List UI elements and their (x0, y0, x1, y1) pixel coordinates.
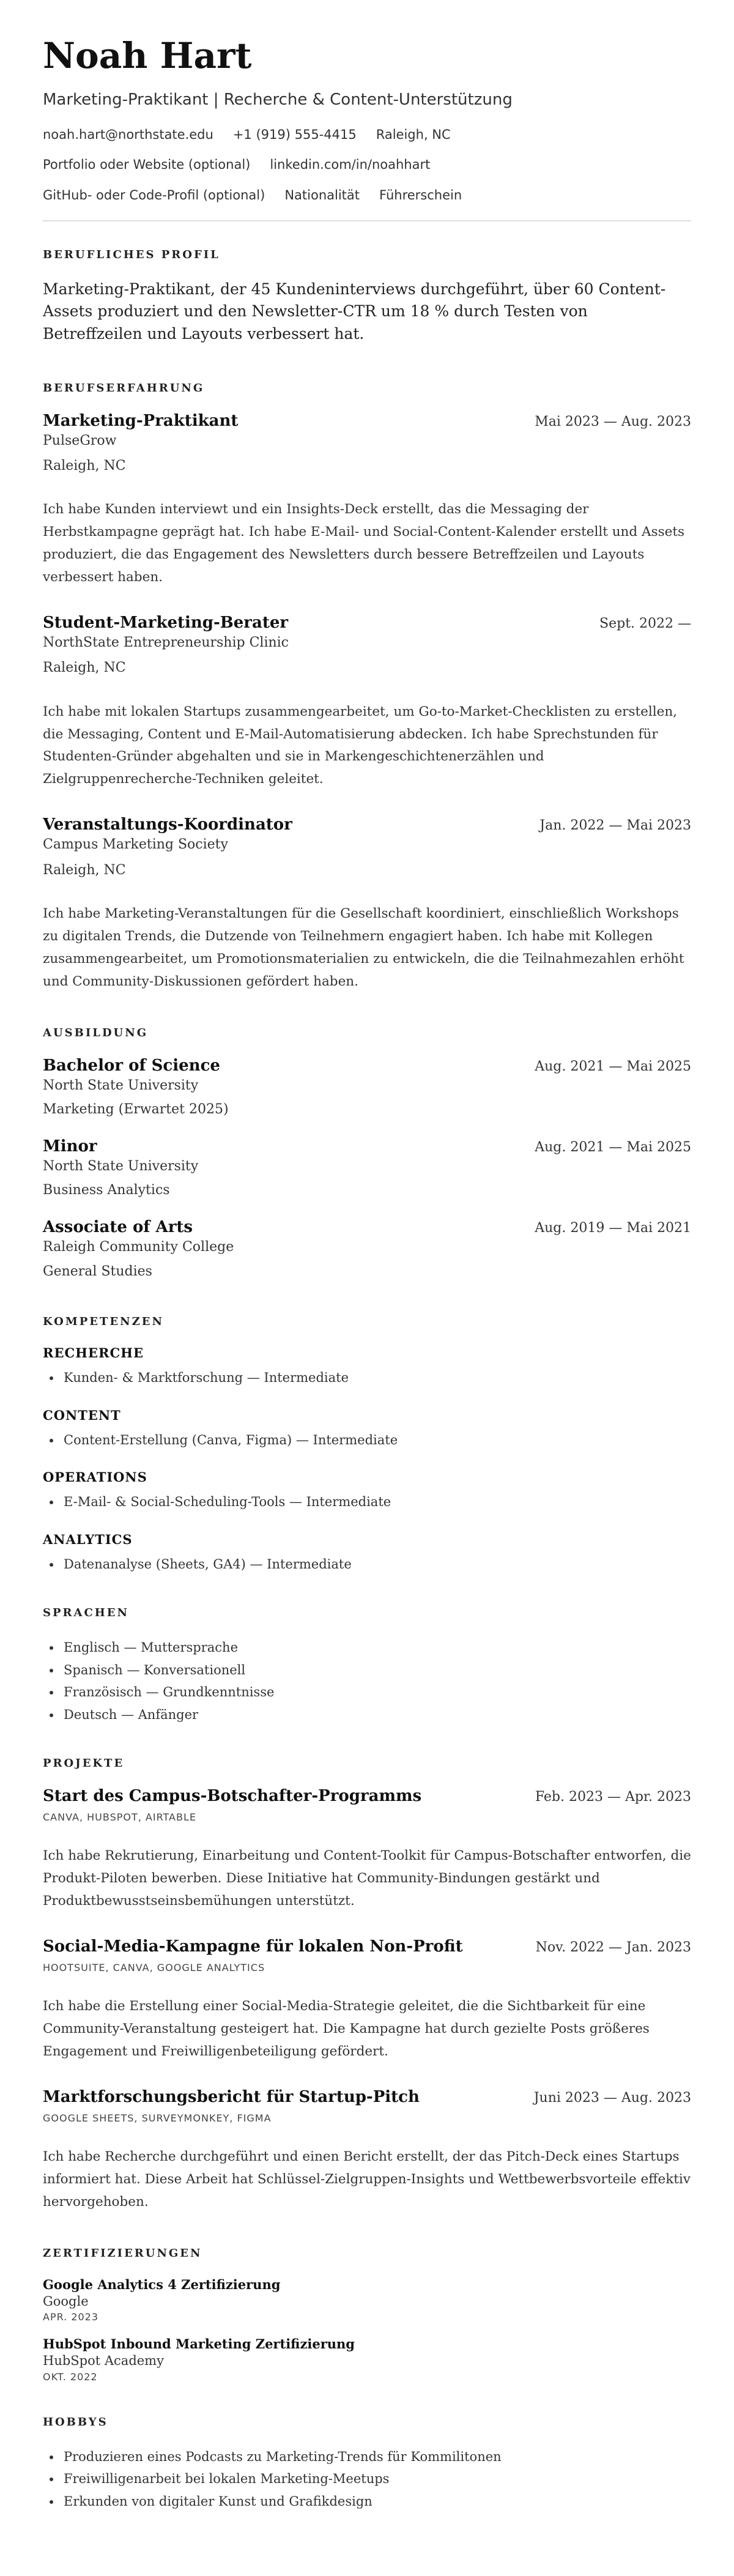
certification-date: OKT. 2022 (43, 2370, 98, 2383)
project-dates: Nov. 2022 — Jan. 2023 (535, 1939, 691, 1955)
candidate-name: Noah Hart (43, 35, 252, 76)
job-dates: Sept. 2022 — (599, 616, 691, 632)
education-dates: Aug. 2021 — Mai 2025 (535, 1058, 691, 1074)
summary-text: Marketing-Praktikant, der 45 Kundeninterviews durchgeführt, über 60 Content-Assets produziert und den Newsletter-CTR um 18 % durch Testen von Betreffzeilen und Layouts verbessert hat. (43, 280, 666, 343)
experience-entry (43, 815, 691, 993)
contact-row (43, 187, 691, 204)
portfolio-placeholder: Portfolio oder Website (optional) (43, 157, 251, 173)
skill-list (43, 1367, 691, 1389)
contact-row (43, 126, 691, 144)
project-name: Start des Campus-Botschafter-Programms (43, 1786, 422, 1805)
language-item: • Englisch — Muttersprache (61, 1636, 691, 1659)
degree: Bachelor of Science (43, 1056, 220, 1075)
hobby-item: • Produzieren eines Podcasts zu Marketing-Trends für Kommilitonen (61, 2446, 691, 2468)
education-entry (43, 1218, 691, 1282)
job-description: Ich habe Kunden interviewt und ein Insights-Deck erstellt, das die Messaging der Herbstkampagne geprägt hat. Ich habe E-Mail- und Social-Content-Kalender erstellt und Assets produziert, die das Engagement des Newsletters durch bessere Betreffzeilen und Layouts verbessert haben. (43, 502, 684, 585)
project-entry (43, 1787, 691, 1913)
experience-entry (43, 412, 691, 589)
school: North State University (43, 1077, 199, 1093)
location: Raleigh, NC (376, 127, 451, 142)
job-location: Raleigh, NC (43, 458, 126, 474)
skill-category: OPERATIONS (43, 1469, 147, 1485)
education-entry (43, 1056, 691, 1120)
job-title: Veranstaltungs-Koordinator (43, 815, 292, 834)
job-location: Raleigh, NC (43, 862, 126, 878)
field-of-study: Marketing (Erwartet 2025) (43, 1101, 229, 1117)
education-entry (43, 1137, 691, 1201)
project-entry (43, 1937, 691, 2063)
languages-heading: SPRACHEN (43, 1606, 129, 1619)
education-dates: Aug. 2021 — Mai 2025 (535, 1140, 691, 1156)
language-item: • Deutsch — Anfänger (61, 1704, 691, 1726)
company: Campus Marketing Society (43, 837, 228, 853)
job-location: Raleigh, NC (43, 660, 126, 676)
project-name: Marktforschungsbericht für Startup-Pitch (43, 2087, 420, 2106)
certification-entry (43, 2336, 691, 2383)
project-dates: Juni 2023 — Aug. 2023 (533, 2090, 691, 2106)
skill-item: • Content-Erstellung (Canva, Figma) — Intermediate (61, 1429, 691, 1452)
skill-list (43, 1429, 691, 1452)
github-placeholder: GitHub- oder Code-Profil (optional) (43, 187, 265, 202)
education-heading: AUSBILDUNG (43, 1026, 149, 1039)
projects-heading: PROJEKTE (43, 1756, 125, 1770)
company: NorthState Entrepreneurship Clinic (43, 635, 289, 651)
certifications-heading: ZERTIFIZIERUNGEN (43, 2246, 202, 2260)
skill-item: • Kunden- & Marktforschung — Intermediate (61, 1367, 691, 1389)
hobby-list (43, 2446, 691, 2513)
job-title: Student-Marketing-Berater (43, 614, 289, 633)
email: noah.hart@northstate.edu (43, 127, 213, 142)
project-description: Ich habe die Erstellung einer Social-Media-Strategie geleitet, die die Sichtbarkeit für eine Community-Veranstaltung gesteigert hat. Die Kampagne hat durch gezielte Posts größeres Engagement und Freiwilligenbeteiligung gefördert. (43, 1998, 650, 2059)
phone: +1 (919) 555-4415 (232, 127, 357, 142)
nationality-placeholder: Nationalität (284, 187, 360, 202)
job-dates: Jan. 2022 — Mai 2023 (539, 818, 691, 834)
summary-heading: BERUFLICHES PROFIL (43, 248, 220, 262)
certification-issuer: HubSpot Academy (43, 2353, 164, 2369)
hobby-item: • Freiwilligenarbeit bei lokalen Marketing-Meetups (61, 2468, 691, 2490)
skill-list (43, 1491, 691, 1513)
certification-entry (43, 2277, 691, 2323)
certification-issuer: Google (43, 2293, 89, 2309)
experience-entry (43, 614, 691, 791)
company: PulseGrow (43, 432, 117, 448)
skill-category: CONTENT (43, 1407, 121, 1423)
education-dates: Aug. 2019 — Mai 2021 (535, 1220, 691, 1236)
job-dates: Mai 2023 — Aug. 2023 (535, 414, 691, 429)
degree: Associate of Arts (43, 1218, 193, 1237)
hobbies-heading: HOBBYS (43, 2415, 108, 2429)
project-description: Ich habe Recherche durchgeführt und einen Bericht erstellt, der das Pitch-Deck eines Startups informiert hat. Diese Arbeit hat Schlüssel-Zielgruppen-Insights und Wettbewerbsvorteile effektiv hervorgehoben. (43, 2148, 691, 2210)
project-description: Ich habe Rekrutierung, Einarbeitung und Content-Toolkit für Campus-Botschafter entworfen, die Produkt-Piloten bewerben. Diese Initiative hat Community-Bindungen gestärkt und Produktbewusstseinsbemühungen unterstützt. (43, 1847, 691, 1909)
job-title: Marketing-Praktikant (43, 411, 239, 430)
license-placeholder: Führerschein (379, 187, 462, 202)
school: North State University (43, 1159, 199, 1175)
skill-item: • E-Mail- & Social-Scheduling-Tools — Intermediate (61, 1491, 691, 1513)
skills-heading: KOMPETENZEN (43, 1315, 164, 1328)
project-dates: Feb. 2023 — Apr. 2023 (535, 1789, 691, 1805)
project-entry (43, 2088, 691, 2214)
project-name: Social-Media-Kampagne für lokalen Non-Profit (43, 1937, 463, 1956)
job-description: Ich habe mit lokalen Startups zusammengearbeitet, um Go-to-Market-Checklisten zu erstellen, die Messaging, Content und E-Mail-Automatisierung abdecken. Ich habe Sprechstunden für Studenten-Gründer abgehalten und sie in Markengeschichtenerzählen und Zielgruppenrecherche-Techniken geleitet. (43, 703, 678, 787)
skill-item: • Datenanalyse (Sheets, GA4) — Intermediate (61, 1553, 691, 1576)
language-list (43, 1636, 691, 1726)
certification-name: Google Analytics 4 Zertifizierung (43, 2276, 281, 2292)
school: Raleigh Community College (43, 1239, 234, 1255)
hobby-item: • Erkunden von digitaler Kunst und Grafikdesign (61, 2490, 691, 2513)
skill-category: ANALYTICS (43, 1532, 133, 1548)
certification-date: APR. 2023 (43, 2311, 99, 2323)
skill-list (43, 1553, 691, 1576)
project-tools: CANVA, HUBSPOT, AIRTABLE (43, 1811, 196, 1823)
job-description: Ich habe Marketing-Veranstaltungen für die Gesellschaft koordiniert, einschließlich Workshops zu digitalen Trends, die Dutzende von Teilnehmern engagiert haben. Ich habe mit Kollegen zusammengearbeitet, um Promotionsmaterialien zu entwickeln, die die Teilnahmezahlen erhöht und Community-Diskussionen gefördert haben. (43, 905, 684, 989)
headline: Marketing-Praktikant | Recherche & Content-Unterstützung (43, 91, 513, 109)
project-tools: HOOTSUITE, CANVA, GOOGLE ANALYTICS (43, 1961, 265, 1973)
language-item: • Französisch — Grundkenntnisse (61, 1681, 691, 1704)
skill-category: RECHERCHE (43, 1345, 144, 1360)
header-divider (43, 220, 691, 221)
field-of-study: Business Analytics (43, 1182, 170, 1198)
certification-name: HubSpot Inbound Marketing Zertifizierung (43, 2336, 355, 2352)
project-tools: GOOGLE SHEETS, SURVEYMONKEY, FIGMA (43, 2112, 272, 2124)
experience-heading: BERUFSERFAHRUNG (43, 381, 205, 395)
contact-row (43, 156, 691, 174)
language-item: • Spanisch — Konversationell (61, 1659, 691, 1682)
field-of-study: General Studies (43, 1263, 152, 1279)
linkedin-link: linkedin.com/in/noahhart (270, 157, 431, 173)
degree: Minor (43, 1137, 97, 1156)
